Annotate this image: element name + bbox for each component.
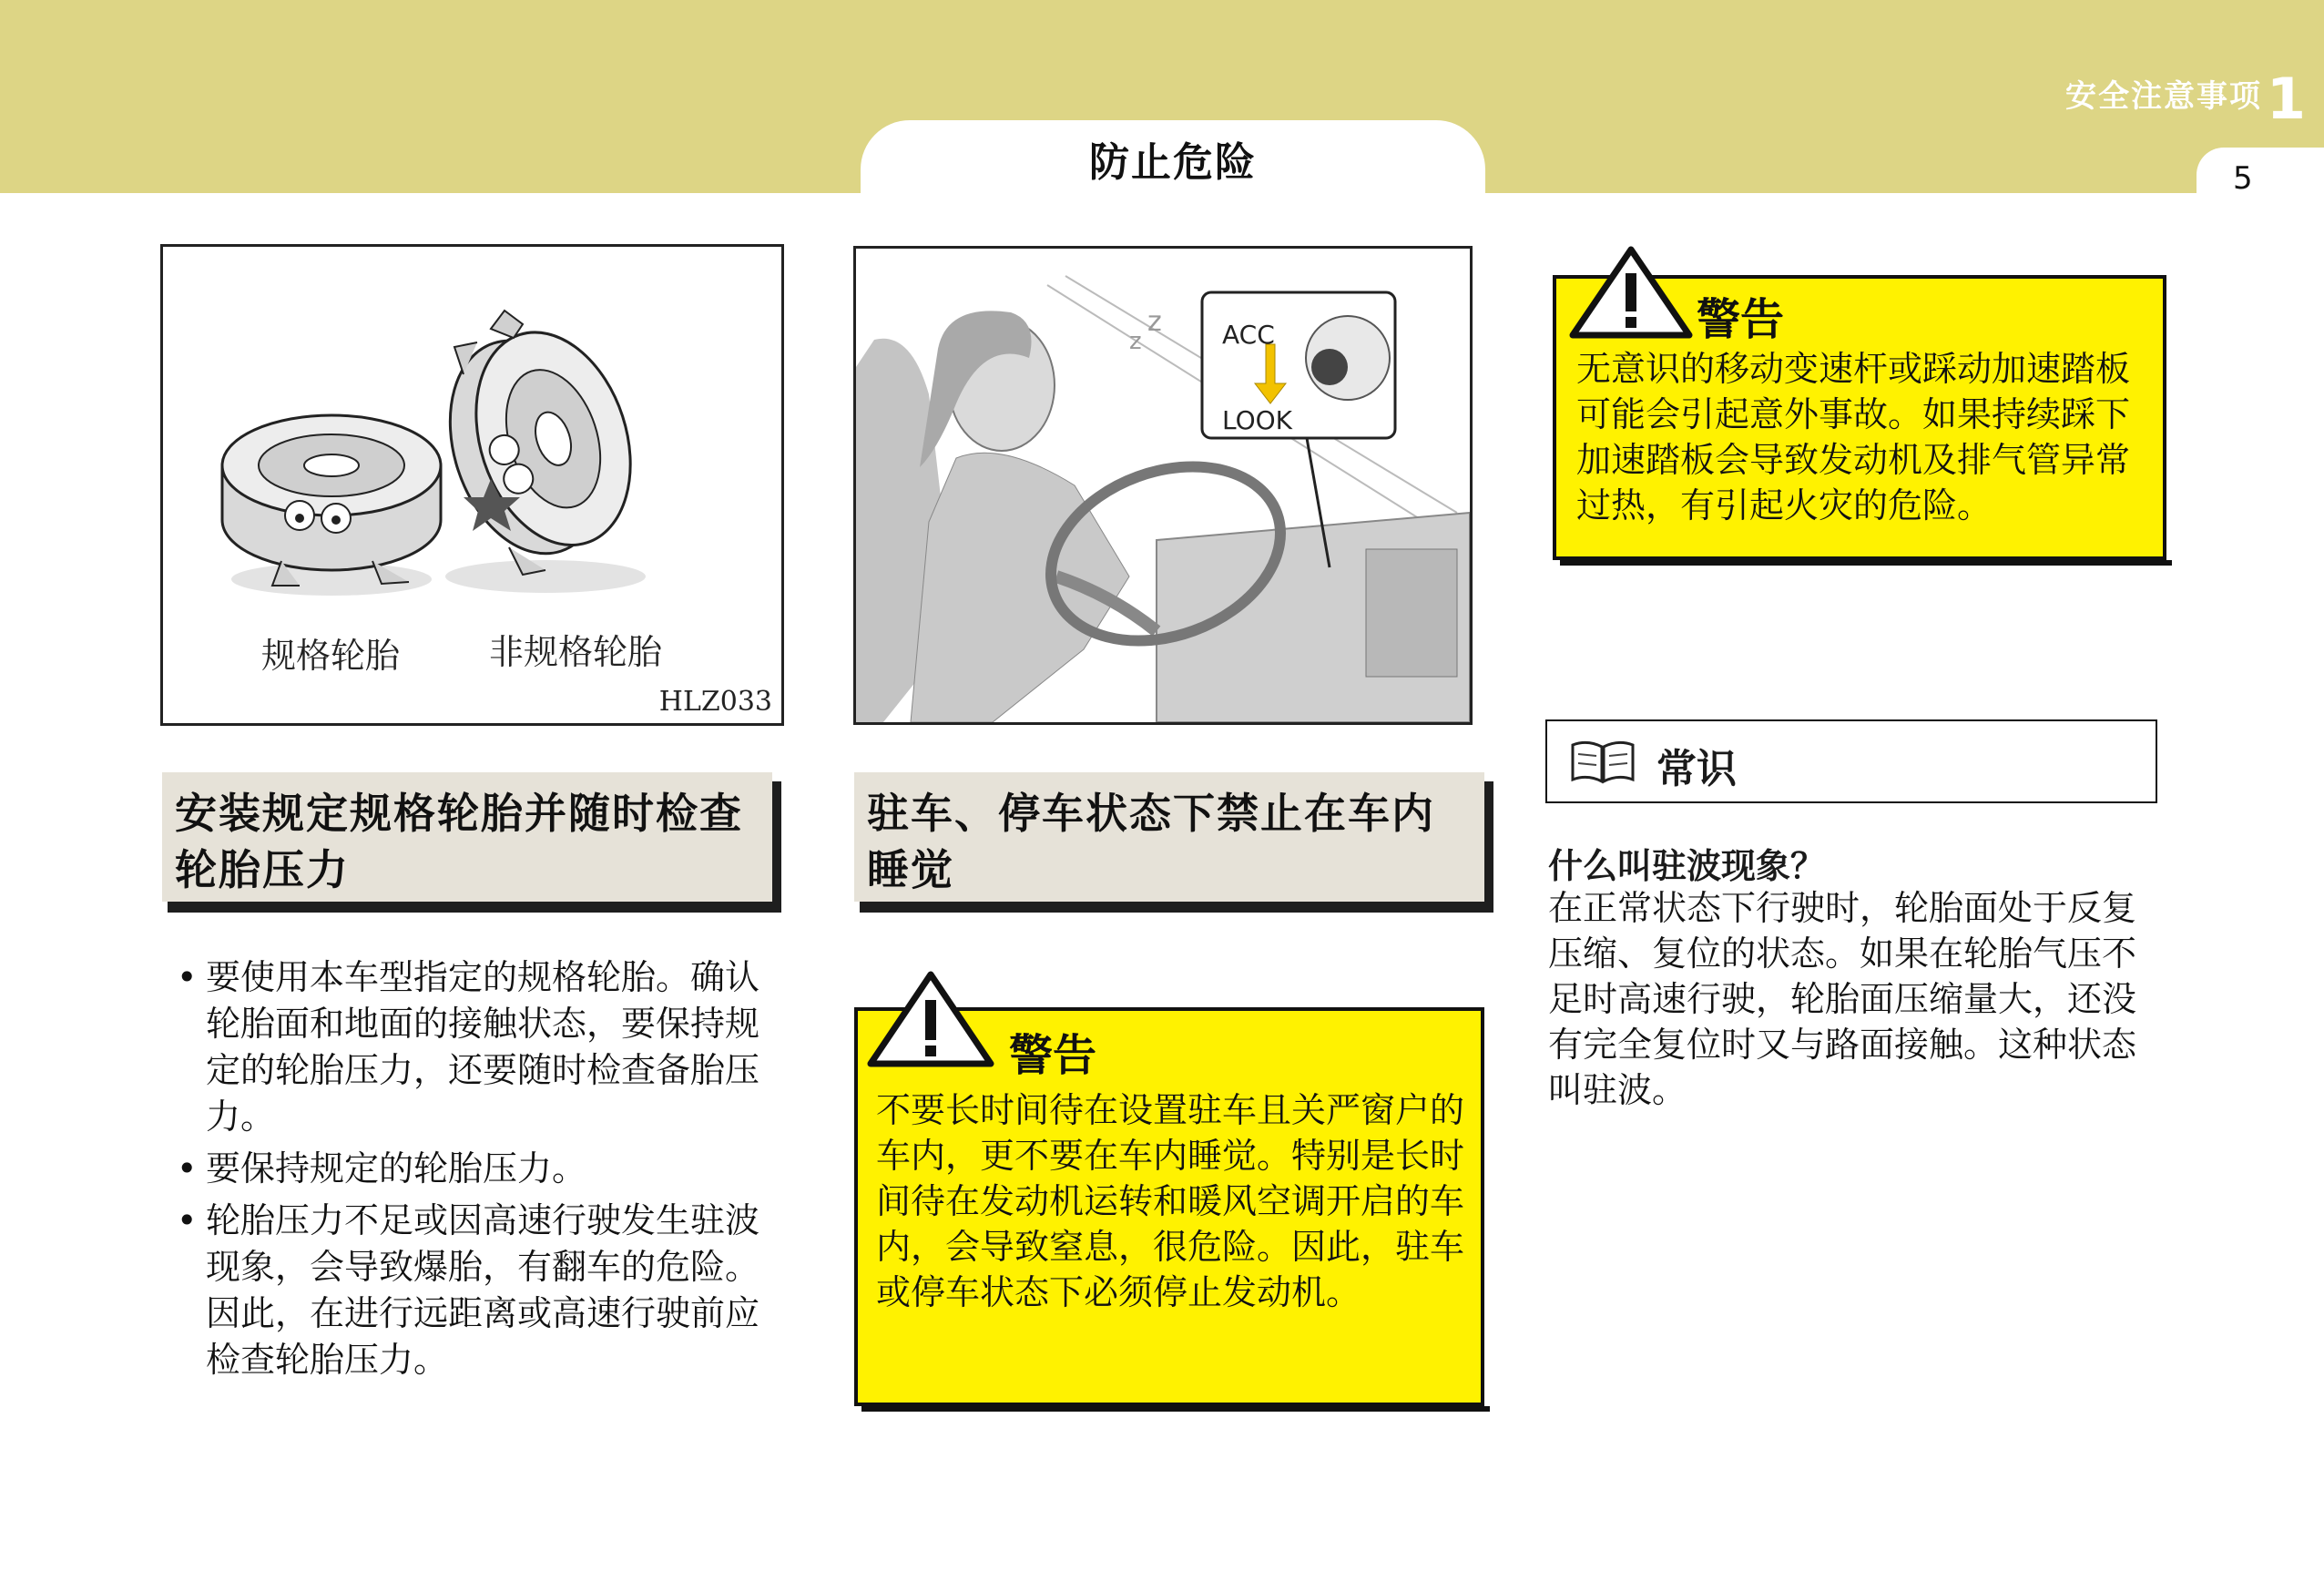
list-item: • 要保持规定的轮胎压力。 [173, 1146, 792, 1192]
note-question: 什么叫驻波现象？ [1548, 845, 1826, 886]
sleeping-driver-drawing [856, 249, 1470, 722]
warning-box-sleep [854, 1007, 1484, 1406]
warning-title: 警告 [1697, 294, 1785, 345]
book-icon [1569, 738, 1636, 785]
warning-triangle-icon [865, 969, 996, 1073]
standard-tire-label: 规格轮胎 [261, 636, 401, 676]
page-title: 防止危险 [1089, 139, 1257, 186]
nonstandard-tire-label: 非规格轮胎 [489, 632, 663, 672]
section-title: 安全注意事项 [2065, 78, 2262, 115]
page-number: 5 [2233, 160, 2253, 197]
lock-label: LOOK [1222, 405, 1293, 435]
list-item: • 轮胎压力不足或因高速行驶发生驻波现象，会导致爆胎，有翻车的危险。因此，在进行远距离或高速行驶前应检查轮胎压力。 [173, 1198, 792, 1383]
warning-text: 不要长时间待在设置驻车且关严窗户的车内，更不要在车内睡觉。特别是长时间待在发动机运转和暖风空调开启的车内，会导致窒息，很危险。因此，驻车或停车状态下必须停止发动机。 [876, 1090, 1465, 1312]
tires-heading-text: 安装规定规格轮胎并随时检查轮胎压力 [175, 789, 743, 894]
sleep-heading-text: 驻车、停车状态下禁止在车内睡觉 [867, 789, 1435, 894]
tires-bullet-list [173, 954, 792, 1389]
warning-triangle-icon [1567, 244, 1695, 344]
note-body: 在正常状态下行驶时，轮胎面处于反复压缩、复位的状态。如果在轮胎气压不足时高速行驶，轮胎面压缩量大，还没有完全复位时又与路面接触。这种状态叫驻波。 [1548, 888, 2137, 1110]
note-box [1545, 719, 2157, 803]
acc-label: ACC [1222, 320, 1275, 350]
page-number-tab [2197, 148, 2324, 211]
warning-title: 警告 [1009, 1030, 1097, 1081]
list-item: • 要使用本车型指定的规格轮胎。确认轮胎面和地面的接触状态，要保持规定的轮胎压力，还要随时检查备胎压力。 [173, 954, 792, 1140]
tires-heading [162, 772, 772, 902]
tires-drawing [163, 247, 781, 723]
figure-code: HLZ033 [658, 686, 772, 718]
sleeping-driver-illustration [853, 246, 1473, 725]
note-title: 常识 [1656, 746, 1737, 792]
chapter-number: 1 [2266, 66, 2306, 132]
svg-text:z: z [1129, 328, 1142, 355]
standard-tire-icon [222, 415, 441, 586]
svg-text:z: z [1147, 306, 1162, 338]
tires-illustration [160, 244, 784, 726]
sleep-heading [854, 772, 1484, 902]
warning-box-shift [1553, 275, 2166, 560]
page-title-tab [861, 120, 1485, 193]
warning-text: 无意识的移动变速杆或踩动加速踏板可能会引起意外事故。如果持续踩下加速踏板会导致发动机及排气管异常过热，有引起火灾的危险。 [1576, 349, 2131, 525]
